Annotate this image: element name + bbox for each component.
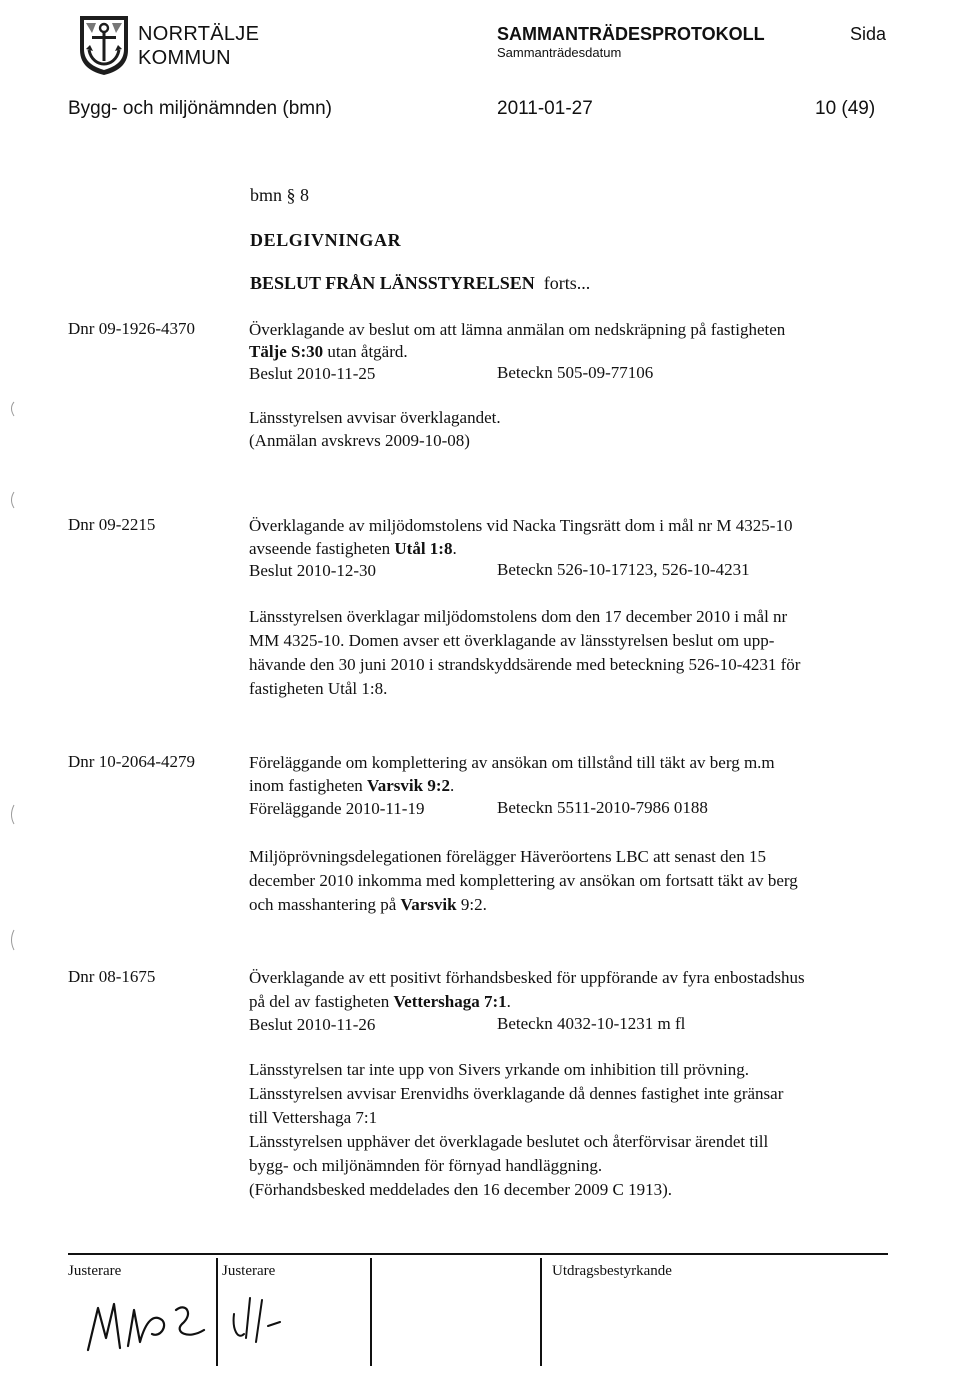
item-1-description: Överklagande av beslut om att lämna anmälan om nedskräpning på fastigheten <box>249 320 786 339</box>
item-3-property-line <box>249 775 454 796</box>
item-2-outcome-3: hävande den 30 juni 2010 i strandskyddsärende med beteckning 526-10-4231 för <box>249 655 801 674</box>
item-3-property-suffix: . <box>450 776 455 795</box>
signature-1 <box>84 1290 214 1360</box>
protocol-subtitle: Sammanträdesdatum <box>497 45 622 60</box>
subsection-continued: forts... <box>543 273 591 293</box>
item-3-property-prefix: inom fastigheten <box>249 776 368 795</box>
municipality-logo <box>78 14 130 76</box>
item-3-outcome-property: Varsvik <box>400 895 457 914</box>
item-4-outcome-1: Länsstyrelsen tar inte upp von Sivers yrkande om inhibition till prövning. <box>249 1060 750 1079</box>
footer-divider-3 <box>540 1258 542 1366</box>
section-title: DELGIVNINGAR <box>250 230 402 250</box>
item-3-property: Varsvik 9:2 <box>367 776 450 795</box>
item-2-description: Överklagande av miljödomstolens vid Nacka Tingsrätt dom i mål nr M 4325-10 <box>249 516 793 535</box>
item-3-outcome-3-prefix: och masshantering på <box>249 895 401 914</box>
item-4-property-suffix: . <box>506 992 511 1011</box>
item-3-outcome-3-suffix: 9:2. <box>456 895 487 914</box>
margin-scan-marks <box>6 400 20 960</box>
subsection-title-text: BESLUT FRÅN LÄNSSTYRELSEN <box>250 273 535 293</box>
footer-divider-1 <box>216 1258 218 1366</box>
item-3-decision: Föreläggande 2010-11-19 <box>249 799 425 818</box>
paragraph-number: bmn § 8 <box>250 185 310 205</box>
item-1-property-line <box>249 341 408 362</box>
item-2-dnr: Dnr 09-2215 <box>68 515 156 534</box>
item-1-outcome-2: (Anmälan avskrevs 2009-10-08) <box>249 431 470 450</box>
item-4-reference: Beteckn 4032-10-1231 m fl <box>497 1014 686 1033</box>
footer-divider-2 <box>370 1258 372 1366</box>
page-label: Sida <box>850 24 887 44</box>
item-1-property: Tälje S:30 <box>249 342 324 361</box>
municipality-line1: NORRTÄLJE <box>138 23 260 45</box>
item-4-dnr: Dnr 08-1675 <box>68 967 156 986</box>
item-4-property-line <box>249 991 511 1012</box>
item-3-description: Föreläggande om komplettering av ansökan om tillstånd till täkt av berg m.m <box>249 753 775 772</box>
protocol-title: SAMMANTRÄDESPROTOKOLL <box>497 24 765 44</box>
item-2-reference: Beteckn 526-10-17123, 526-10-4231 <box>497 560 750 579</box>
item-4-outcome-6: (Förhandsbesked meddelades den 16 december 2009 C 1913). <box>249 1180 672 1199</box>
item-2-property: Utål 1:8 <box>394 539 453 558</box>
utdragsbestyrkande-label: Utdragsbestyrkande <box>552 1263 672 1279</box>
subsection-title <box>250 273 590 294</box>
item-4-description: Överklagande av ett positivt förhandsbesked för uppförande av fyra enbostadshus <box>249 968 805 987</box>
municipality-name <box>138 22 259 70</box>
item-4-outcome-5: bygg- och miljönämnden för förnyad handläggning. <box>249 1156 603 1175</box>
justerare-1-label: Justerare <box>68 1263 122 1279</box>
item-2-decision: Beslut 2010-12-30 <box>249 561 377 580</box>
item-2-property-prefix: avseende fastigheten <box>249 539 395 558</box>
page-number: 10 (49) <box>815 98 876 119</box>
item-1-decision: Beslut 2010-11-25 <box>249 364 376 383</box>
signature-2 <box>228 1290 288 1350</box>
item-3-reference: Beteckn 5511-2010-7986 0188 <box>497 798 708 817</box>
item-1-property-suffix: utan åtgärd. <box>323 342 408 361</box>
item-4-outcome-4: Länsstyrelsen upphäver det överklagade beslutet och återförvisar ärendet till <box>249 1132 769 1151</box>
item-3-outcome-1: Miljöprövningsdelegationen förelägger Häveröortens LBC att senast den 15 <box>249 847 766 866</box>
item-4-decision: Beslut 2010-11-26 <box>249 1015 376 1034</box>
item-4-outcome-3: till Vettershaga 7:1 <box>249 1108 378 1127</box>
item-3-outcome-3 <box>249 894 487 915</box>
justerare-2-label: Justerare <box>222 1263 276 1279</box>
item-2-property-line <box>249 538 457 559</box>
municipality-line2: KOMMUN <box>138 47 231 69</box>
item-1-dnr: Dnr 09-1926-4370 <box>68 319 196 338</box>
item-3-dnr: Dnr 10-2064-4279 <box>68 752 196 771</box>
item-2-property-suffix: . <box>452 539 457 558</box>
item-2-outcome-1: Länsstyrelsen överklagar miljödomstolens dom den 17 december 2010 i mål nr <box>249 607 788 626</box>
item-4-outcome-2: Länsstyrelsen avvisar Erenvidhs överklagande då dennes fastighet inte gränsar <box>249 1084 784 1103</box>
item-2-outcome-4: fastigheten Utål 1:8. <box>249 679 388 698</box>
item-4-property: Vettershaga 7:1 <box>393 992 507 1011</box>
item-2-outcome-2: MM 4325-10. Domen avser ett överklagande av länsstyrelsen beslut om upp- <box>249 631 775 650</box>
meeting-date: 2011-01-27 <box>497 98 593 119</box>
board-name: Bygg- och miljönämnden (bmn) <box>68 98 333 119</box>
item-3-outcome-2: december 2010 inkomma med komplettering av ansökan om fortsatt täkt av berg <box>249 871 798 890</box>
item-4-property-prefix: på del av fastigheten <box>249 992 394 1011</box>
item-1-reference: Beteckn 505-09-77106 <box>497 363 654 382</box>
item-1-outcome-1: Länsstyrelsen avvisar överklagandet. <box>249 408 501 427</box>
footer-rule <box>68 1253 888 1255</box>
